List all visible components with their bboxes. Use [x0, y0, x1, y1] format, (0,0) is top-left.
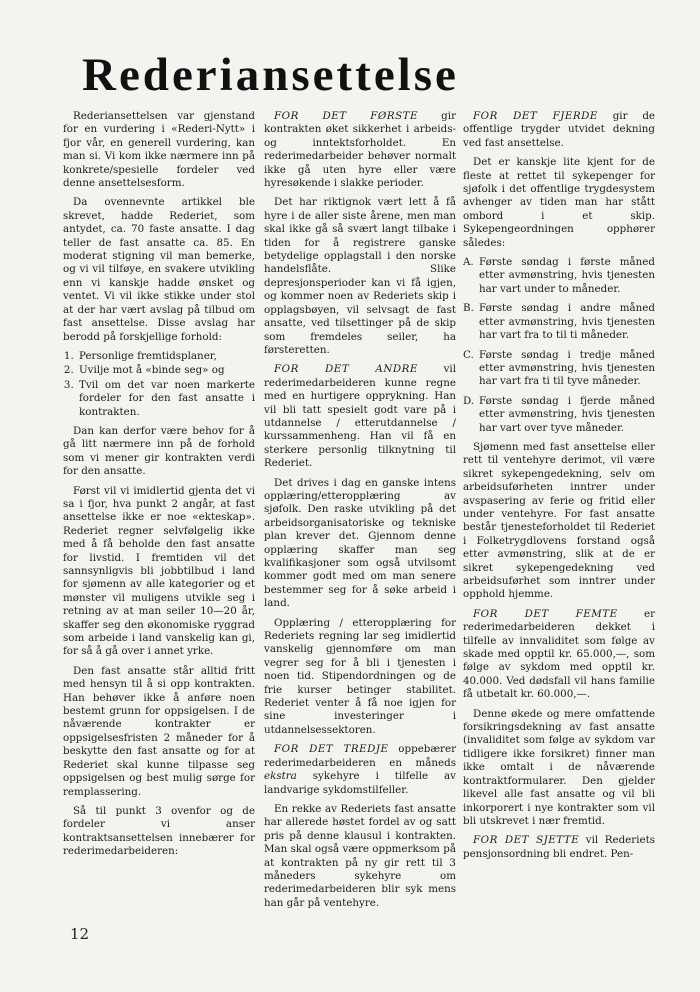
section-lead: FOR DET SJETTE: [473, 834, 580, 847]
paragraph: En rekke av Rederiets fast ansatte har allerede høstet fordel av og satt pris på denne klausul i kontrakten. Man skal også være oppmerksom på at kontrakten på ny gir rett til 3 måneders sykehyre om rederimedarbeideren blir syk mens han går på ventehyre.: [264, 802, 456, 909]
paragraph: Opplæring / etteropplæring for Rederiets regning lar seg imidlertid vanskelig gjennomføre om man vegrer seg for å bli i tjenesten i noen tid. Stipendordningen og de frie kurser betinger stabilitet. Rederiet venter å få noe igjen for sine investeringer i utdannelsessektoren.: [264, 616, 456, 736]
column-3: [463, 110, 655, 867]
section-lead: FOR DET TREDJE: [274, 743, 389, 756]
section-lead: FOR DET FJERDE: [473, 110, 598, 122]
section-lead: FOR DET FØRSTE: [274, 110, 419, 122]
paragraph: [463, 110, 655, 150]
paragraph: [264, 743, 456, 797]
paragraph: Det drives i dag en ganske intens opplæring/etteropplæring av sjøfolk. Den raske utvikling på det arbeidsorganisatoriske og tekniske plan krever det. Gjennom denne opplæring skaffer man seg kvalifikasjoner som også utvilsomt kommer godt med om man senere bestemmer seg for å søke arbeid i land.: [264, 476, 456, 610]
paragraph: [463, 608, 655, 702]
column-2: [264, 110, 456, 916]
paragraph: Denne økede og mere omfattende forsikringsdekning av fast ansatte (invaliditet som følge av sykdom var tidligere ikke forsikret) finner man ikke omtalt i de nåværende kontraktformularer. Den gjelder likevel alle fast ansatte og vil bli inkorporert i nye kontrakter som vil bli utskrevet i nær fremtid.: [463, 707, 655, 827]
column-1: [63, 110, 255, 865]
paragraph-text: gir kontrakten øket sikkerhet i arbeids- og inntektsforholdet. En rederimedarbeider behøver normalt ikke gå uten hyre eller være hyresøkende i slakke perioder.: [264, 110, 456, 190]
paragraph: [463, 834, 655, 861]
paragraph: Rederiansettelsen var gjenstand for en vurdering i «Rederi-Nytt» i fjor vår, en generell vurdering, kan man si. Vi kom ikke nærmere inn på konkrete/spesielle fordeler ved denne ansettelsesform.: [63, 110, 255, 190]
reasons-list: [63, 350, 255, 419]
paragraph: Først vil vi imidlertid gjenta det vi sa i fjor, hva punkt 2 angår, at fast ansettelse ikke er noe «ekteskap». Rederiet regner selvfølgelig ikke med å få beholde den fast ansatte for livstid. I fremtiden vil det sannsynligvis bli jobbtilbud i land for sjømenn av alle kategorier og et mønster vil muligens utvikle seg i retning av at man seiler 10—20 år, skaffer seg den økonomiske ryggrad som arbeide i land vanskelig kan gi, for så å gå over i annet yrke.: [63, 484, 255, 658]
list-item: 3. Tvil om det var noen markerte fordeler for den fast ansatte i kontrakten.: [77, 379, 255, 419]
section-lead: FOR DET FEMTE: [473, 607, 618, 620]
list-item: 2. Uvilje mot å «binde seg» og: [77, 364, 255, 377]
paragraph-text: oppebærer rederimedarbeideren en måneds: [264, 743, 456, 769]
section-lead: FOR DET ANDRE: [274, 363, 418, 376]
paragraph-text: vil Rederiets pensjonsordning bli endret. Pen-: [463, 834, 656, 860]
sick-pay-list: [463, 256, 655, 435]
paragraph: Sjømenn med fast ansettelse eller rett til ventehyre derimot, vil være sikret sykepengedekning, selv om arbeidsuførheten inntrer under avspasering av ferie og fritid eller under ventehyre. For fast ansatte består tjenesteforholdet til Rederiet i Folketrygdlovens forstand også etter avmønstring, slik at de er sikret sykepengedekning ved arbeidsuførhet som inntrer under opphold hjemme.: [463, 440, 655, 601]
list-label: C.: [463, 348, 474, 361]
list-label: A.: [463, 256, 474, 269]
list-item: [463, 348, 655, 389]
list-item: [463, 302, 655, 342]
list-text: Første søndag i fjerde måned etter avmønstring, hvis tjenesten har vart over tyve måneder.: [479, 394, 655, 434]
paragraph: [264, 110, 456, 190]
list-label: D.: [463, 394, 475, 407]
list-text: Første søndag i andre måned etter avmønstring, hvis tjenesten har vart fra to til ti måneder.: [479, 302, 655, 342]
paragraph: Dan kan derfor være behov for å gå litt nærmere inn på de forhold som vi mener gir kontrakten verdi for den ansatte.: [63, 424, 255, 478]
paragraph: Så til punkt 3 ovenfor og de fordeler vi anser kontraktsansettelsen innebærer for rederimedarbeideren:: [63, 804, 255, 858]
list-item: 1. Personlige fremtidsplaner,: [77, 350, 255, 363]
paragraph: Det er kanskje lite kjent for de fleste at rettet til sykepenger for sjøfolk i det offentlige trygdesystem avhenger av tiden man har stått ombord i et skip. Sykepengeordningen opphører således:: [463, 156, 655, 249]
article-title: Rederiansettelse: [82, 49, 459, 101]
list-text: Første søndag i tredje måned etter avmønstring, hvis tjenesten har vart fra ti til tyve måneder.: [479, 348, 655, 388]
paragraph-text: er rederimedarbeideren dekket i tilfelle av innvaliditet som følge av skade med opptil kr. 65.000,—, som følge av sykdom med opptil kr. 40.000. Ved dødsfall vil hans familie få utbetalt kr. 60.000,—.: [463, 607, 655, 701]
paragraph-text: vil rederimedarbeideren kunne regne med en hurtigere opprykning. Han vil bli tatt spesielt godt vare på i utdannelse / etterutdannelse / kurssammenheng. Han vil få en sterkere personlig tilknytning til Rederiet.: [264, 363, 456, 470]
page-number: 12: [70, 925, 90, 943]
paragraph: Den fast ansatte står alltid fritt med hensyn til å si opp kontrakten. Han behøver ikke å anføre noen bestemt grunn for oppsigelsen. I de nåværende kontrakter er oppsigelsesfristen 2 måneder for å beskytte den fast ansatte og for at Rederiet skal kunne tilpasse seg oppsigelsen og best mulig sørge for remplassering.: [63, 664, 255, 798]
paragraph-text: sykehyre i tilfelle av landvarige sykdomstilfeller.: [264, 770, 456, 796]
paragraph: Det har riktignok vært lett å få hyre i de aller siste årene, men man skal ikke gå så svært langt tilbake i tiden for å registrere ganske betydelige opplagstall i den norske handelsflåte. Slike depresjonsperioder kan vi få igjen, og kommer noen av Rederiets skip i opplagsbøyen, vil selvsagt de fast ansatte, ved tilsettinger på de skip som fremdeles seiler, ha førsteretten.: [264, 196, 456, 356]
list-text: Første søndag i første måned etter avmønstring, hvis tjenesten har vart under to måneder.: [479, 256, 655, 295]
paragraph-text: gir de offentlige trygder utvidet dekning ved fast ansettelse.: [463, 110, 655, 149]
paragraph: [264, 363, 456, 470]
list-label: B.: [463, 302, 474, 315]
paragraph: Da ovennevnte artikkel ble skrevet, hadde Rederiet, som antydet, ca. 70 faste ansatte. I dag teller de fast ansatte ca. 85. En moderat stigning vil man bemerke, og vi vil tilføye, en svakere utvikling enn vi kanskje hadde ønsket og ventet. Vi vil ikke stikke under stol at der har vært avslag på tilbud om fast ansettelse. Disse avslag har berodd på forskjellige forhold:: [63, 196, 255, 343]
emphasis-text: ekstra: [264, 770, 297, 783]
list-item: [463, 394, 655, 435]
list-item: [463, 256, 655, 296]
